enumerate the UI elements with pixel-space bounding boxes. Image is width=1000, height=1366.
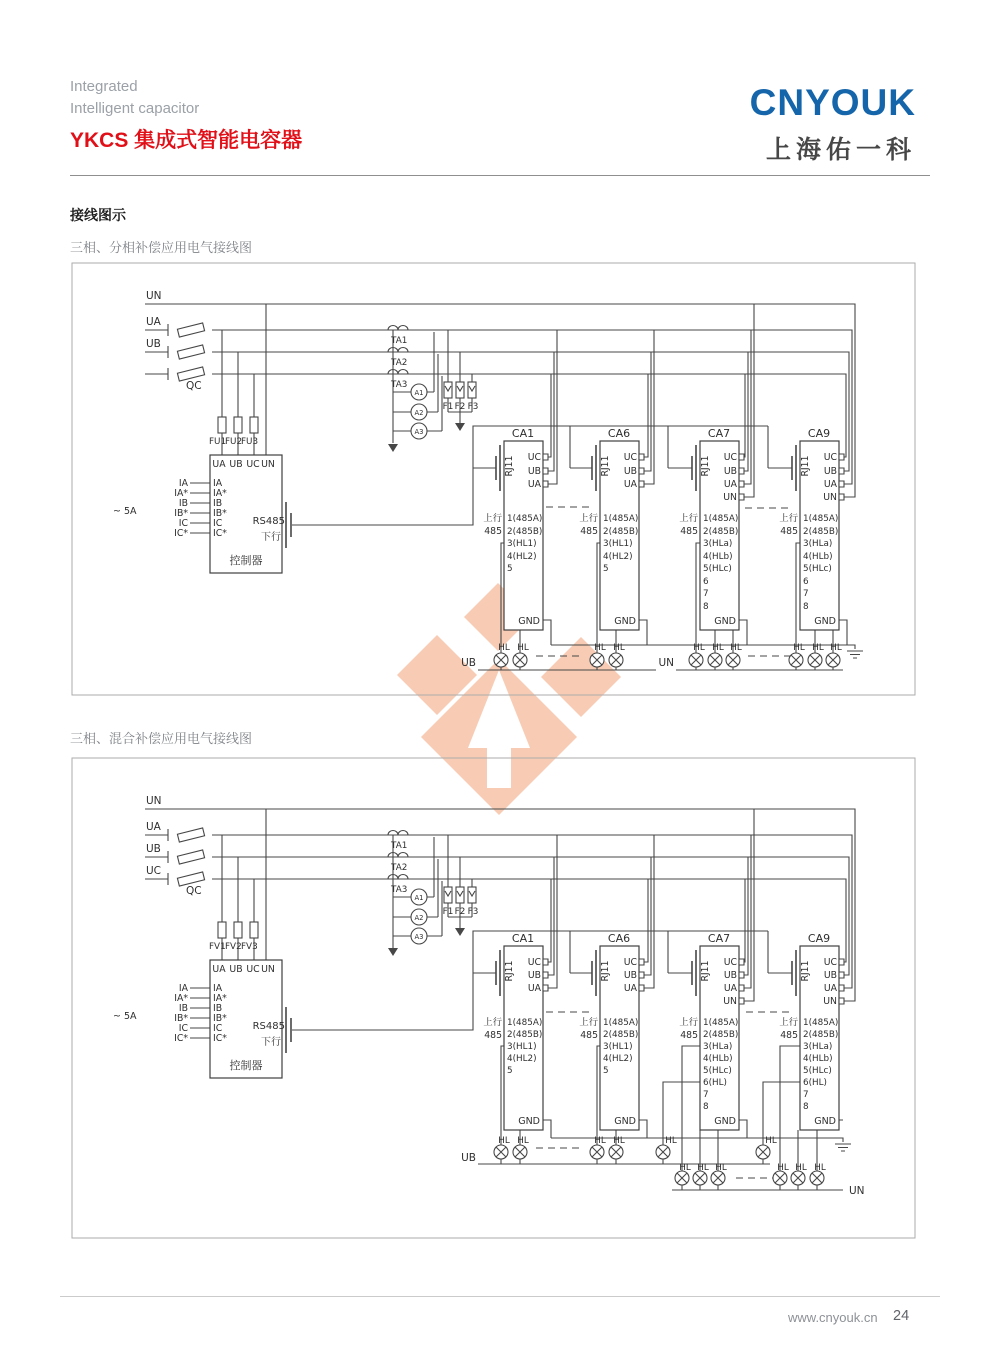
uplink-label: 上行	[483, 1017, 502, 1028]
pin-label: 3(HL1)	[507, 1042, 537, 1052]
rs485-direction-label: 下行	[261, 1037, 281, 1048]
pin-label: 5(HLc)	[803, 564, 832, 574]
controller-name: 控制器	[229, 1059, 263, 1072]
controller-terminal: UN	[261, 459, 275, 470]
pin-label: 5(HLc)	[703, 1066, 732, 1076]
pin-label: 2(485B)	[703, 1030, 739, 1040]
uplink-label: 485	[680, 526, 698, 537]
fuse-symbols	[218, 382, 476, 433]
pin-label: 3(HLa)	[703, 1042, 733, 1052]
terminal-label: UC	[823, 452, 837, 463]
pin-label: 1(485A)	[507, 1018, 543, 1028]
hl-label: HL	[693, 643, 705, 653]
bus-label: UB	[146, 338, 161, 350]
ground-arrow	[388, 948, 398, 956]
gnd-label: GND	[614, 1116, 636, 1127]
ct-input-pin: IA*	[213, 488, 227, 499]
controller-terminal: UA	[212, 964, 226, 975]
pin-label: 1(485A)	[507, 514, 543, 524]
ct-label: TA1	[391, 336, 408, 346]
ct-input-pin: IC*	[213, 1033, 227, 1044]
ct-input-pin: IA*	[213, 993, 227, 1004]
rj11-label: RJ11	[600, 455, 611, 477]
ground-arrow	[455, 928, 465, 936]
gnd-label: GND	[814, 1116, 836, 1127]
pin-label: 4(HL2)	[507, 1054, 537, 1064]
pin-label: 3(HLa)	[803, 1042, 833, 1052]
terminal-label: UC	[723, 957, 737, 968]
pin-label: 6(HL)	[703, 1078, 727, 1088]
terminal-label: UB	[623, 970, 637, 981]
ct-input-pin: IB*	[213, 1013, 227, 1024]
pin-label: 2(485B)	[603, 527, 639, 537]
hl-label: HL	[613, 1136, 625, 1146]
terminal-label: UN	[723, 996, 737, 1007]
hl-label: HL	[498, 1136, 510, 1146]
brand-tagline-line1: Integrated	[70, 78, 138, 95]
pin-label: 2(485B)	[603, 1030, 639, 1040]
terminal-label: UB	[623, 466, 637, 477]
brand-tagline-line2: Intelligent capacitor	[70, 100, 200, 117]
pin-label: 8	[803, 1102, 809, 1112]
hl-label: HL	[517, 1136, 529, 1146]
pin-label: 8	[703, 602, 709, 612]
terminal-label: UA	[723, 983, 737, 994]
brand-logo: CNYOUK	[749, 82, 916, 123]
terminal-label: UA	[527, 983, 541, 994]
pin-label: 3(HLa)	[703, 539, 733, 549]
hl-label: HL	[594, 643, 606, 653]
module-name: CA1	[511, 932, 535, 945]
fuse-symbols	[218, 887, 476, 938]
pin-label: 4(HL2)	[603, 1054, 633, 1064]
pin-label: 2(485B)	[703, 527, 739, 537]
gnd-label: GND	[814, 616, 836, 627]
module-name: CA1	[511, 427, 535, 440]
fuse-label: FU2	[225, 437, 243, 447]
hl-label: HL	[765, 1136, 777, 1146]
uplink-label: 上行	[779, 513, 798, 524]
hl-label: HL	[712, 643, 724, 653]
ct-input-pin: IA	[213, 478, 223, 489]
bottom-bus-label: UN	[658, 657, 674, 669]
terminal-label: UC	[823, 957, 837, 968]
pin-label: 1(485A)	[703, 1018, 739, 1028]
ct-input-pin: IC	[213, 518, 223, 529]
controller-name: 控制器	[229, 554, 263, 567]
pin-label: 8	[703, 1102, 709, 1112]
branch-fuse-label: F3	[467, 402, 479, 412]
bus-label: UN	[146, 290, 162, 302]
uplink-label: 上行	[679, 513, 698, 524]
ct-label: TA1	[391, 841, 408, 851]
ct-rating-label: ~ 5A	[113, 1011, 137, 1022]
pin-label: 4(HLb)	[803, 552, 833, 562]
gnd-label: GND	[518, 616, 540, 627]
terminal-tabs	[543, 454, 844, 500]
branch-fuse-label: F1	[442, 907, 454, 917]
controller-terminal: UA	[212, 459, 226, 470]
ammeter-label: A1	[414, 389, 424, 397]
breaker-label: QC	[186, 380, 202, 392]
ct-input-ext: IC	[178, 518, 188, 529]
branch-fuse-label: F3	[467, 907, 479, 917]
terminal-label: UB	[723, 466, 737, 477]
pin-label: 2(485B)	[803, 1030, 839, 1040]
footer-page-number: 24	[893, 1308, 910, 1324]
hl-label: HL	[594, 1136, 606, 1146]
pin-label: 1(485A)	[603, 514, 639, 524]
pin-label: 3(HL1)	[603, 1042, 633, 1052]
rs485-port-label: RS485	[252, 516, 285, 527]
hl-label: HL	[498, 643, 510, 653]
ammeter-label: A2	[414, 409, 424, 417]
ct-input-pin: IC*	[213, 528, 227, 539]
pin-label: 5	[603, 1066, 609, 1076]
pin-label: 5	[603, 564, 609, 574]
rj11-label: RJ11	[504, 455, 515, 477]
hl-label: HL	[812, 643, 824, 653]
rj11-label: RJ11	[504, 960, 515, 982]
diagram2-caption: 三相、混合补偿应用电气接线图	[70, 731, 253, 746]
pin-label: 3(HL1)	[507, 539, 537, 549]
pin-label: 5(HLc)	[803, 1066, 832, 1076]
gnd-label: GND	[714, 616, 736, 627]
footer-website: www.cnyouk.cn	[788, 1310, 878, 1325]
uplink-label: 上行	[483, 513, 502, 524]
hl-label: HL	[795, 1163, 807, 1173]
hl-label: HL	[777, 1163, 789, 1173]
terminal-label: UA	[623, 479, 637, 490]
ct-input-pin: IA	[213, 983, 223, 994]
pin-label: 2(485B)	[507, 1030, 543, 1040]
hl-label: HL	[697, 1163, 709, 1173]
hl-label: HL	[793, 643, 805, 653]
pin-label: 7	[703, 589, 709, 599]
terminal-label: UA	[823, 479, 837, 490]
terminal-label: UB	[723, 970, 737, 981]
hl-label: HL	[517, 643, 529, 653]
terminal-label: UB	[527, 466, 541, 477]
pin-label: 1(485A)	[803, 514, 839, 524]
branch-fuse-label: F1	[442, 402, 454, 412]
terminal-label: UC	[723, 452, 737, 463]
gnd-label: GND	[714, 1116, 736, 1127]
hl-label: HL	[814, 1163, 826, 1173]
module-name: CA9	[807, 932, 831, 945]
module-name: CA7	[707, 932, 731, 945]
rj11-label: RJ11	[700, 455, 711, 477]
bus-label: UB	[146, 843, 161, 855]
hl-label: HL	[613, 643, 625, 653]
ct-input-pin: IC	[213, 1023, 223, 1034]
terminal-label: UN	[823, 492, 837, 503]
ct-input-pin: IB	[213, 498, 223, 509]
terminal-label: UN	[723, 492, 737, 503]
hl-label: HL	[730, 643, 742, 653]
uplink-label: 上行	[579, 513, 598, 524]
ct-input-ext: IB*	[174, 508, 188, 519]
ct-label: TA2	[391, 863, 408, 873]
ct-input-pin: IB*	[213, 508, 227, 519]
pin-label: 5	[507, 1066, 513, 1076]
bus-label: UA	[146, 821, 161, 833]
uplink-label: 485	[680, 1030, 698, 1041]
pin-label: 4(HL2)	[507, 552, 537, 562]
fuse-label: FV1	[209, 942, 226, 952]
pin-label: 7	[803, 1090, 809, 1100]
uplink-label: 485	[780, 1030, 798, 1041]
bus-label: UA	[146, 316, 161, 328]
gnd-label: GND	[518, 1116, 540, 1127]
pin-label: 3(HLa)	[803, 539, 833, 549]
uplink-label: 485	[580, 1030, 598, 1041]
terminal-label: UC	[623, 452, 637, 463]
ct-input-ext: IA	[178, 983, 188, 994]
pin-label: 1(485A)	[703, 514, 739, 524]
pin-label: 2(485B)	[803, 527, 839, 537]
ammeter-label: A1	[414, 894, 424, 902]
pin-label: 5	[507, 564, 513, 574]
pin-label: 1(485A)	[603, 1018, 639, 1028]
pin-label: 6	[703, 577, 709, 587]
qc-breaker-symbol	[177, 828, 204, 886]
controller-terminal: UB	[229, 964, 243, 975]
pin-label: 4(HLb)	[703, 1054, 733, 1064]
hl-label: HL	[830, 643, 842, 653]
controller-terminal: UC	[246, 459, 260, 470]
bottom-bus-label: UB	[461, 1152, 476, 1164]
hl-label: HL	[679, 1163, 691, 1173]
terminal-label: UC	[527, 957, 541, 968]
bottom-bus-label: UN	[849, 1185, 865, 1197]
ground-arrow	[455, 423, 465, 431]
terminal-label: UC	[527, 452, 541, 463]
footer-divider	[60, 1296, 940, 1297]
ct-input-ext: IB*	[174, 1013, 188, 1024]
ct-input-ext: IA*	[174, 488, 188, 499]
ct-input-ext: IC*	[174, 528, 188, 539]
bus-label: UN	[146, 795, 162, 807]
ground-arrow	[388, 444, 398, 452]
ct-input-ext: IA	[178, 478, 188, 489]
controller-terminal: UC	[246, 964, 260, 975]
terminal-label: UA	[527, 479, 541, 490]
pin-label: 8	[803, 602, 809, 612]
ct-input-ext: IB	[178, 498, 188, 509]
uplink-label: 上行	[779, 1017, 798, 1028]
fuse-label: FV2	[225, 942, 242, 952]
bottom-bus-label: UB	[461, 657, 476, 669]
breaker-label: QC	[186, 885, 202, 897]
diagram1-wiring	[145, 304, 863, 670]
ct-label: TA3	[391, 885, 408, 895]
rs485-direction-label: 下行	[261, 532, 281, 543]
pin-label: 7	[703, 1090, 709, 1100]
ct-label: TA3	[391, 380, 408, 390]
terminal-label: UA	[823, 983, 837, 994]
rj11-label: RJ11	[700, 960, 711, 982]
product-title: YKCS 集成式智能电容器	[70, 129, 303, 152]
pin-label: 2(485B)	[507, 527, 543, 537]
rs485-port-label: RS485	[252, 1021, 285, 1032]
terminal-label: UB	[527, 970, 541, 981]
ammeter-label: A3	[414, 428, 424, 436]
branch-fuse-label: F2	[454, 907, 466, 917]
fuse-label: FU3	[241, 437, 259, 447]
diagram2-wiring	[145, 809, 855, 1190]
indicator-lamps	[494, 1145, 824, 1185]
module-name: CA7	[707, 427, 731, 440]
module-name: CA6	[607, 427, 631, 440]
terminal-label: UC	[623, 957, 637, 968]
gnd-label: GND	[614, 616, 636, 627]
pin-label: 3(HL1)	[603, 539, 633, 549]
ct-input-pin: IB	[213, 1003, 223, 1014]
rj11-label: RJ11	[600, 960, 611, 982]
ct-input-ext: IC	[178, 1023, 188, 1034]
terminal-label: UA	[723, 479, 737, 490]
uplink-label: 上行	[579, 1017, 598, 1028]
ct-label: TA2	[391, 358, 408, 368]
fuse-label: FU1	[209, 437, 227, 447]
ct-input-ext: IC*	[174, 1033, 188, 1044]
controller-terminal: UB	[229, 459, 243, 470]
terminal-label: UB	[823, 466, 837, 477]
pin-label: 1(485A)	[803, 1018, 839, 1028]
uplink-label: 485	[484, 526, 502, 537]
rj11-label: RJ11	[800, 455, 811, 477]
qc-breaker-symbol	[177, 323, 204, 381]
uplink-label: 485	[484, 1030, 502, 1041]
pin-label: 5(HLc)	[703, 564, 732, 574]
terminal-label: UN	[823, 996, 837, 1007]
rj11-label: RJ11	[800, 960, 811, 982]
section-heading: 接线图示	[70, 207, 126, 223]
bus-label: UC	[146, 865, 162, 877]
controller-terminal: UN	[261, 964, 275, 975]
terminal-label: UB	[823, 970, 837, 981]
module-name: CA9	[807, 427, 831, 440]
hl-label: HL	[715, 1163, 727, 1173]
pin-label: 6	[803, 577, 809, 587]
pin-label: 7	[803, 589, 809, 599]
terminal-tabs	[543, 959, 844, 1004]
pin-label: 4(HLb)	[803, 1054, 833, 1064]
ct-input-ext: IA*	[174, 993, 188, 1004]
branch-fuse-label: F2	[454, 402, 466, 412]
module-name: CA6	[607, 932, 631, 945]
ammeter-label: A2	[414, 914, 424, 922]
ammeter-label: A3	[414, 933, 424, 941]
ct-rating-label: ~ 5A	[113, 506, 137, 517]
uplink-label: 上行	[679, 1017, 698, 1028]
pin-label: 4(HLb)	[703, 552, 733, 562]
uplink-label: 485	[780, 526, 798, 537]
terminal-label: UA	[623, 983, 637, 994]
pin-label: 4(HL2)	[603, 552, 633, 562]
ct-input-ext: IB	[178, 1003, 188, 1014]
diagram2-labels	[113, 795, 865, 1197]
brand-name-chinese: 上海佑一科	[765, 136, 916, 164]
diagram1-caption: 三相、分相补偿应用电气接线图	[70, 240, 253, 255]
uplink-label: 485	[580, 526, 598, 537]
fuse-label: FV3	[241, 942, 258, 952]
hl-label: HL	[665, 1136, 677, 1146]
pin-label: 6(HL)	[803, 1078, 827, 1088]
